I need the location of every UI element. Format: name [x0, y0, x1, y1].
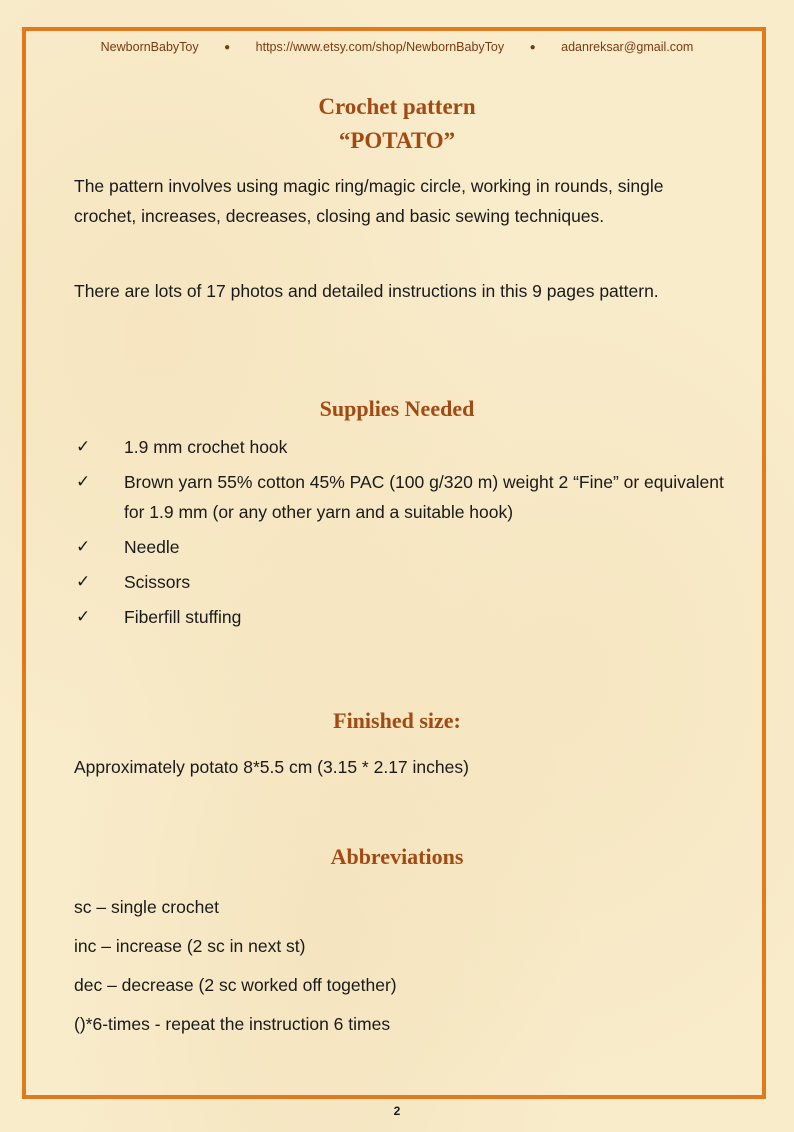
supply-item	[74, 567, 734, 597]
finished-size-heading: Finished size:	[333, 708, 461, 733]
page-title	[0, 90, 794, 158]
intro-paragraph-2: There are lots of 17 photos and detailed instructions in this 9 pages pattern.	[74, 281, 659, 301]
supply-item	[74, 532, 734, 562]
supply-item	[74, 602, 734, 632]
shop-name: NewbornBabyToy	[100, 40, 199, 54]
separator-dot: ●	[224, 42, 231, 53]
abbreviation-item: ()*6-times - repeat the instruction 6 times	[74, 1014, 391, 1034]
supply-item	[74, 467, 734, 527]
check-icon: ✓	[76, 607, 91, 626]
supplies-heading: Supplies Needed	[319, 396, 475, 421]
supplies-list	[74, 432, 734, 637]
supply-item	[74, 432, 734, 462]
page-header	[0, 40, 794, 54]
supply-label: Fiberfill stuffing	[124, 607, 242, 627]
check-icon: ✓	[76, 572, 91, 591]
supply-label: 1.9 mm crochet hook	[124, 437, 288, 457]
check-icon: ✓	[76, 437, 91, 456]
separator-dot: ●	[529, 42, 536, 53]
supply-label: Scissors	[124, 572, 191, 592]
finished-size-text: Approximately potato 8*5.5 cm (3.15 * 2.17 inches)	[74, 757, 469, 777]
intro-paragraph-1: The pattern involves using magic ring/magic circle, working in rounds, single crochet, increases, decreases, closing and basic sewing techniques.	[74, 176, 664, 226]
title-line-1: Crochet pattern	[318, 94, 476, 119]
abbreviations-list	[74, 894, 397, 1050]
shop-url: https://www.etsy.com/shop/NewbornBabyToy	[255, 40, 505, 54]
abbreviation-item: inc – increase (2 sc in next st)	[74, 936, 306, 956]
check-icon: ✓	[76, 537, 91, 556]
supply-label: Needle	[124, 537, 180, 557]
contact-email: adanreksar@gmail.com	[561, 40, 694, 54]
abbreviation-item: dec – decrease (2 sc worked off together)	[74, 975, 397, 995]
abbreviation-item: sc – single crochet	[74, 897, 219, 917]
title-line-2: “POTATO”	[338, 128, 456, 153]
supply-label: Brown yarn 55% cotton 45% PAC (100 g/320 m) weight 2 “Fine” or equivalent for 1.9 mm (or any other yarn and a suitable hook)	[124, 472, 724, 522]
abbreviations-heading: Abbreviations	[330, 844, 464, 869]
check-icon: ✓	[76, 472, 91, 491]
page-number: 2	[393, 1104, 401, 1118]
